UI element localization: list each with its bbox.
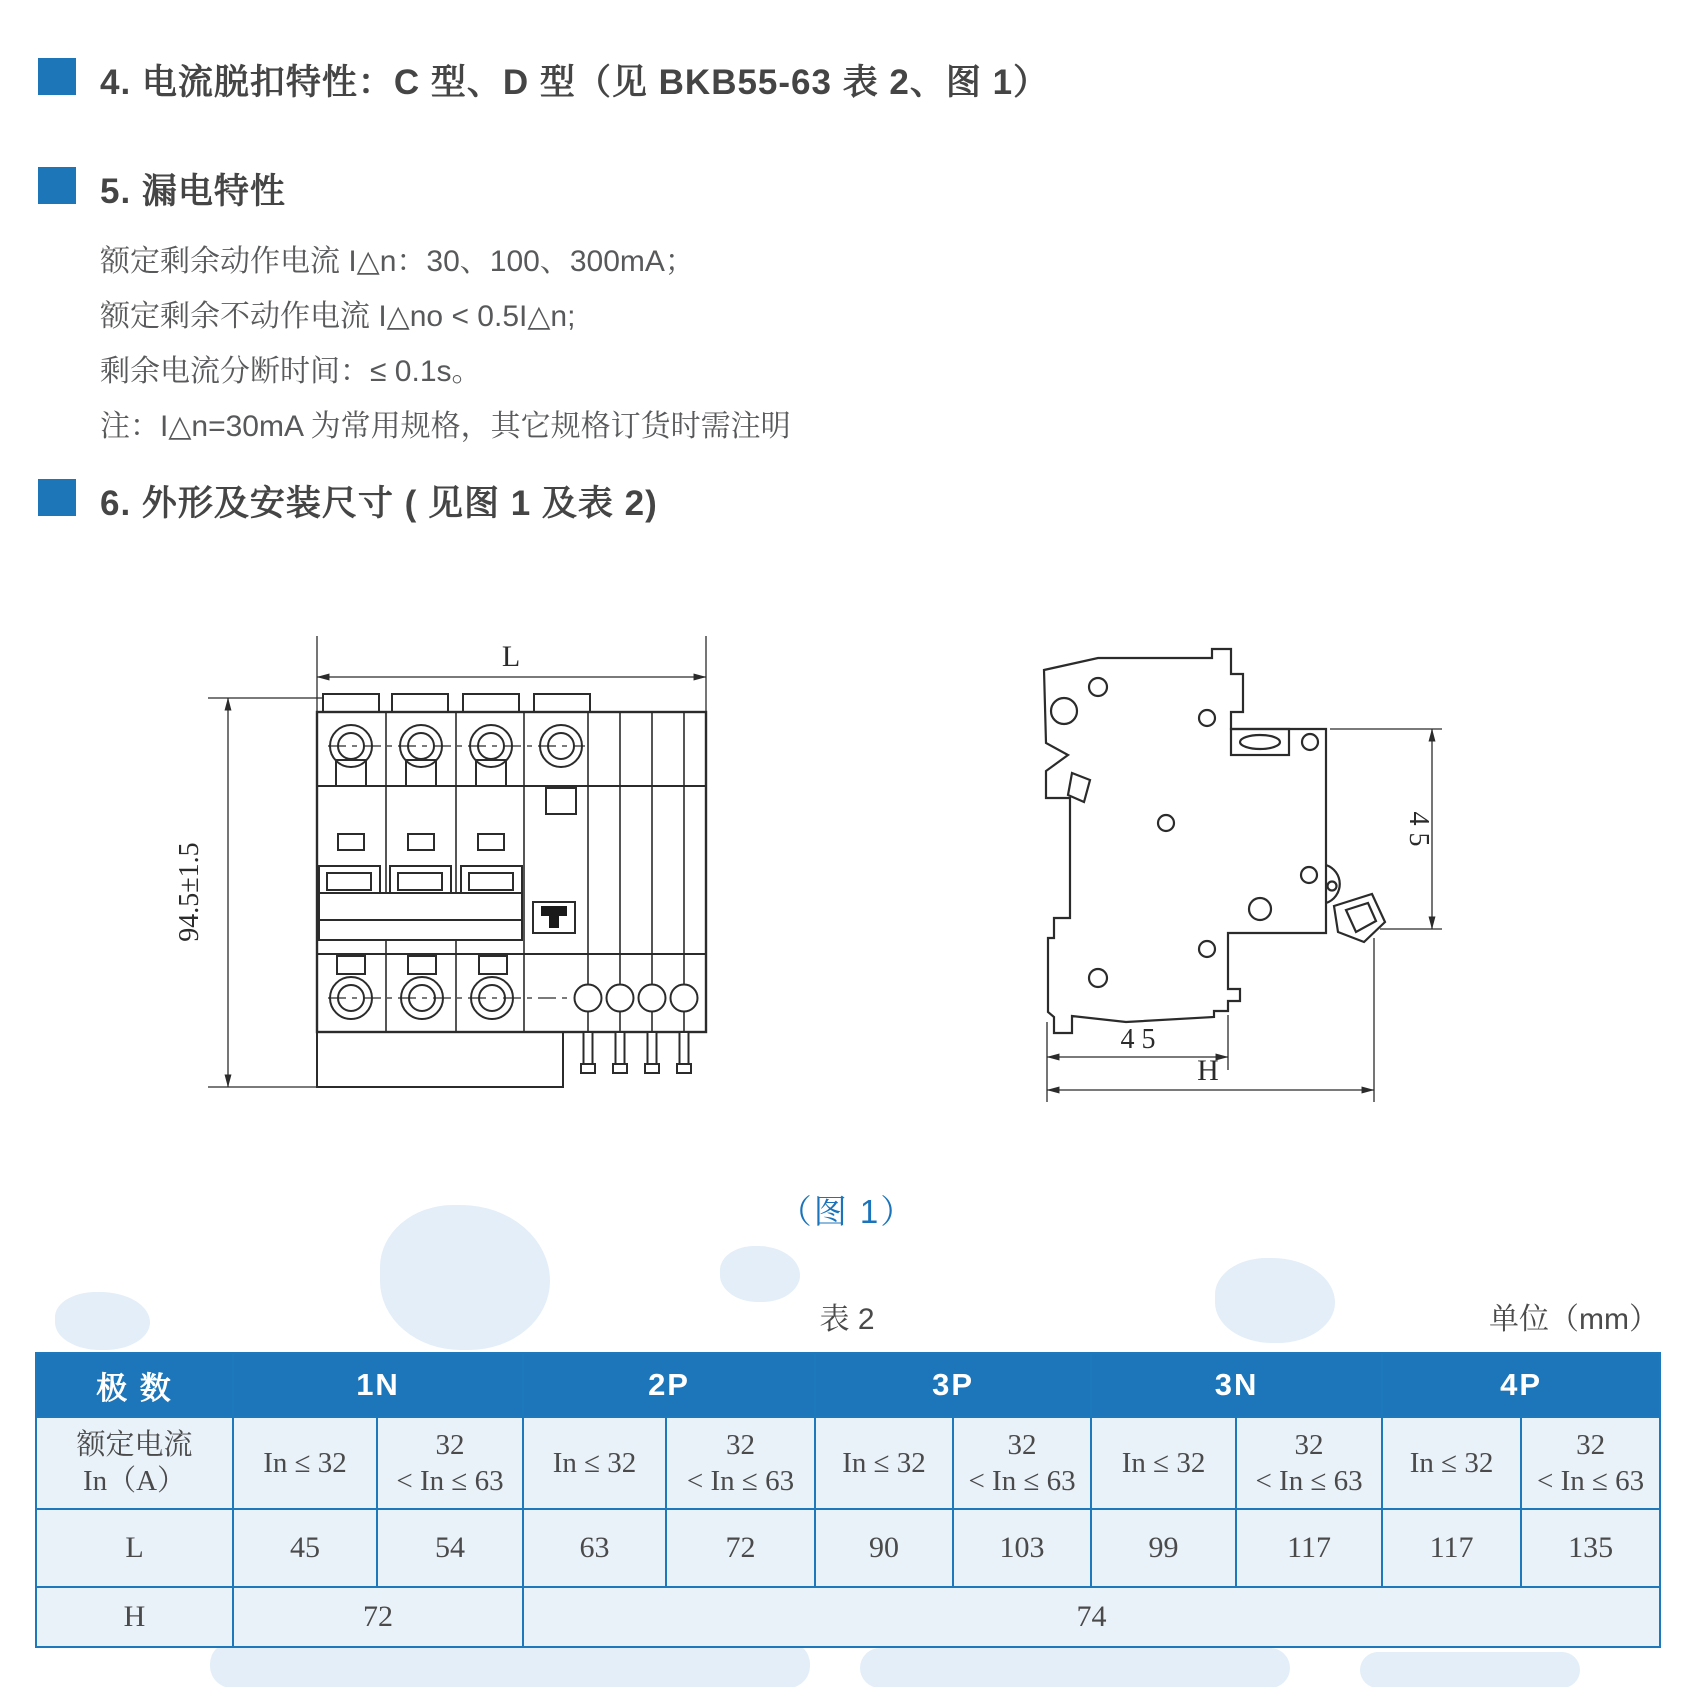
- section-4-title: 4. 电流脱扣特性：C 型、D 型（见 BKB55-63 表 2、图 1）: [100, 63, 1050, 102]
- sub-gt32: [377, 1417, 523, 1509]
- L-value: 72: [666, 1509, 815, 1587]
- sub-gt32-line1: 32: [1294, 1428, 1324, 1461]
- sub-le32: In ≤ 32: [1382, 1417, 1521, 1509]
- front-view-drawing: [140, 570, 720, 1130]
- height-row: [36, 1587, 1660, 1647]
- L-value: 135: [1521, 1509, 1660, 1587]
- spec-line: 额定剩余不动作电流 I△no < 0.5I△n;: [100, 300, 576, 333]
- spec-line: 额定剩余动作电流 I△n：30、100、300mA；: [100, 245, 695, 278]
- sub-le32: In ≤ 32: [1091, 1417, 1236, 1509]
- table-header-row: [36, 1353, 1660, 1417]
- sub-gt32-line2: < In ≤ 63: [686, 1465, 795, 1497]
- sub-gt32: [953, 1417, 1091, 1509]
- header-poles: 极 数: [36, 1353, 233, 1417]
- section-5-title: 5. 漏电特性: [100, 172, 286, 211]
- L-value: 103: [953, 1509, 1091, 1587]
- section-4-heading: [38, 55, 1049, 105]
- H-row-label: H: [36, 1587, 233, 1647]
- side-45-vertical-dim-label: 4 5: [1403, 811, 1434, 847]
- dimensions-table: [35, 1352, 1661, 1648]
- figure-1-caption: （图 1）: [778, 1193, 916, 1230]
- L-value: 90: [815, 1509, 953, 1587]
- front-width-dim-label: L: [501, 640, 521, 673]
- table-2-title: 表 2: [819, 1303, 875, 1336]
- sub-gt32-line1: 32: [726, 1428, 756, 1461]
- sub-gt32-line2: < In ≤ 63: [396, 1465, 504, 1497]
- H-value: 74: [523, 1587, 1660, 1647]
- header-3P: 3P: [815, 1353, 1091, 1417]
- sub-gt32-line1: 32: [1007, 1428, 1037, 1461]
- sub-gt32-line1: 32: [1576, 1428, 1606, 1461]
- rated-current-label: [36, 1417, 233, 1509]
- leakage-spec-lines: [100, 234, 791, 454]
- side-45-bottom-dim-label: 4 5: [1120, 1024, 1156, 1055]
- spec-line: 注：I△n=30mA 为常用规格，其它规格订货时需注明: [100, 410, 791, 443]
- section-bullet-icon: [38, 167, 76, 204]
- spec-line: 剩余电流分断时间：≤ 0.1s。: [100, 355, 482, 388]
- header-3N: 3N: [1091, 1353, 1382, 1417]
- watermark-blob: [1360, 1652, 1580, 1687]
- header-4P: 4P: [1382, 1353, 1660, 1417]
- H-value: 72: [233, 1587, 523, 1647]
- table-unit-label: 单位（mm）: [1489, 1303, 1659, 1336]
- sub-gt32-line2: < In ≤ 63: [968, 1465, 1076, 1497]
- L-value: 99: [1091, 1509, 1236, 1587]
- sub-gt32-line1: 32: [435, 1428, 465, 1461]
- section-bullet-icon: [38, 58, 76, 95]
- rated-current-label-line1: 额定电流: [76, 1428, 193, 1461]
- L-row-label: L: [36, 1509, 233, 1587]
- L-value: 117: [1236, 1509, 1382, 1587]
- side-depth-dim-label: H: [1197, 1054, 1219, 1087]
- L-value: 45: [233, 1509, 377, 1587]
- rated-current-label-line2: In（A）: [82, 1465, 187, 1497]
- watermark-blob: [210, 1642, 810, 1687]
- rated-current-row: [36, 1417, 1660, 1509]
- side-view-drawing: [930, 570, 1510, 1130]
- front-height-dim-label: 94.5±1.5: [174, 842, 205, 942]
- L-value: 54: [377, 1509, 523, 1587]
- sub-gt32: [1236, 1417, 1382, 1509]
- L-value: 117: [1382, 1509, 1521, 1587]
- L-value: 63: [523, 1509, 666, 1587]
- sub-le32: In ≤ 32: [233, 1417, 377, 1509]
- sub-gt32-line2: < In ≤ 63: [1536, 1465, 1645, 1497]
- section-6-heading: [38, 476, 658, 526]
- sub-le32: In ≤ 32: [523, 1417, 666, 1509]
- section-bullet-icon: [38, 479, 76, 516]
- sub-gt32: [666, 1417, 815, 1509]
- sub-gt32-line2: < In ≤ 63: [1255, 1465, 1363, 1497]
- length-row: [36, 1509, 1660, 1587]
- sub-gt32: [1521, 1417, 1660, 1509]
- section-6-title: 6. 外形及安装尺寸 ( 见图 1 及表 2): [100, 484, 658, 523]
- header-2P: 2P: [523, 1353, 815, 1417]
- sub-le32: In ≤ 32: [815, 1417, 953, 1509]
- section-5-heading: [38, 164, 286, 214]
- header-1N: 1N: [233, 1353, 523, 1417]
- watermark-blob: [860, 1648, 1290, 1687]
